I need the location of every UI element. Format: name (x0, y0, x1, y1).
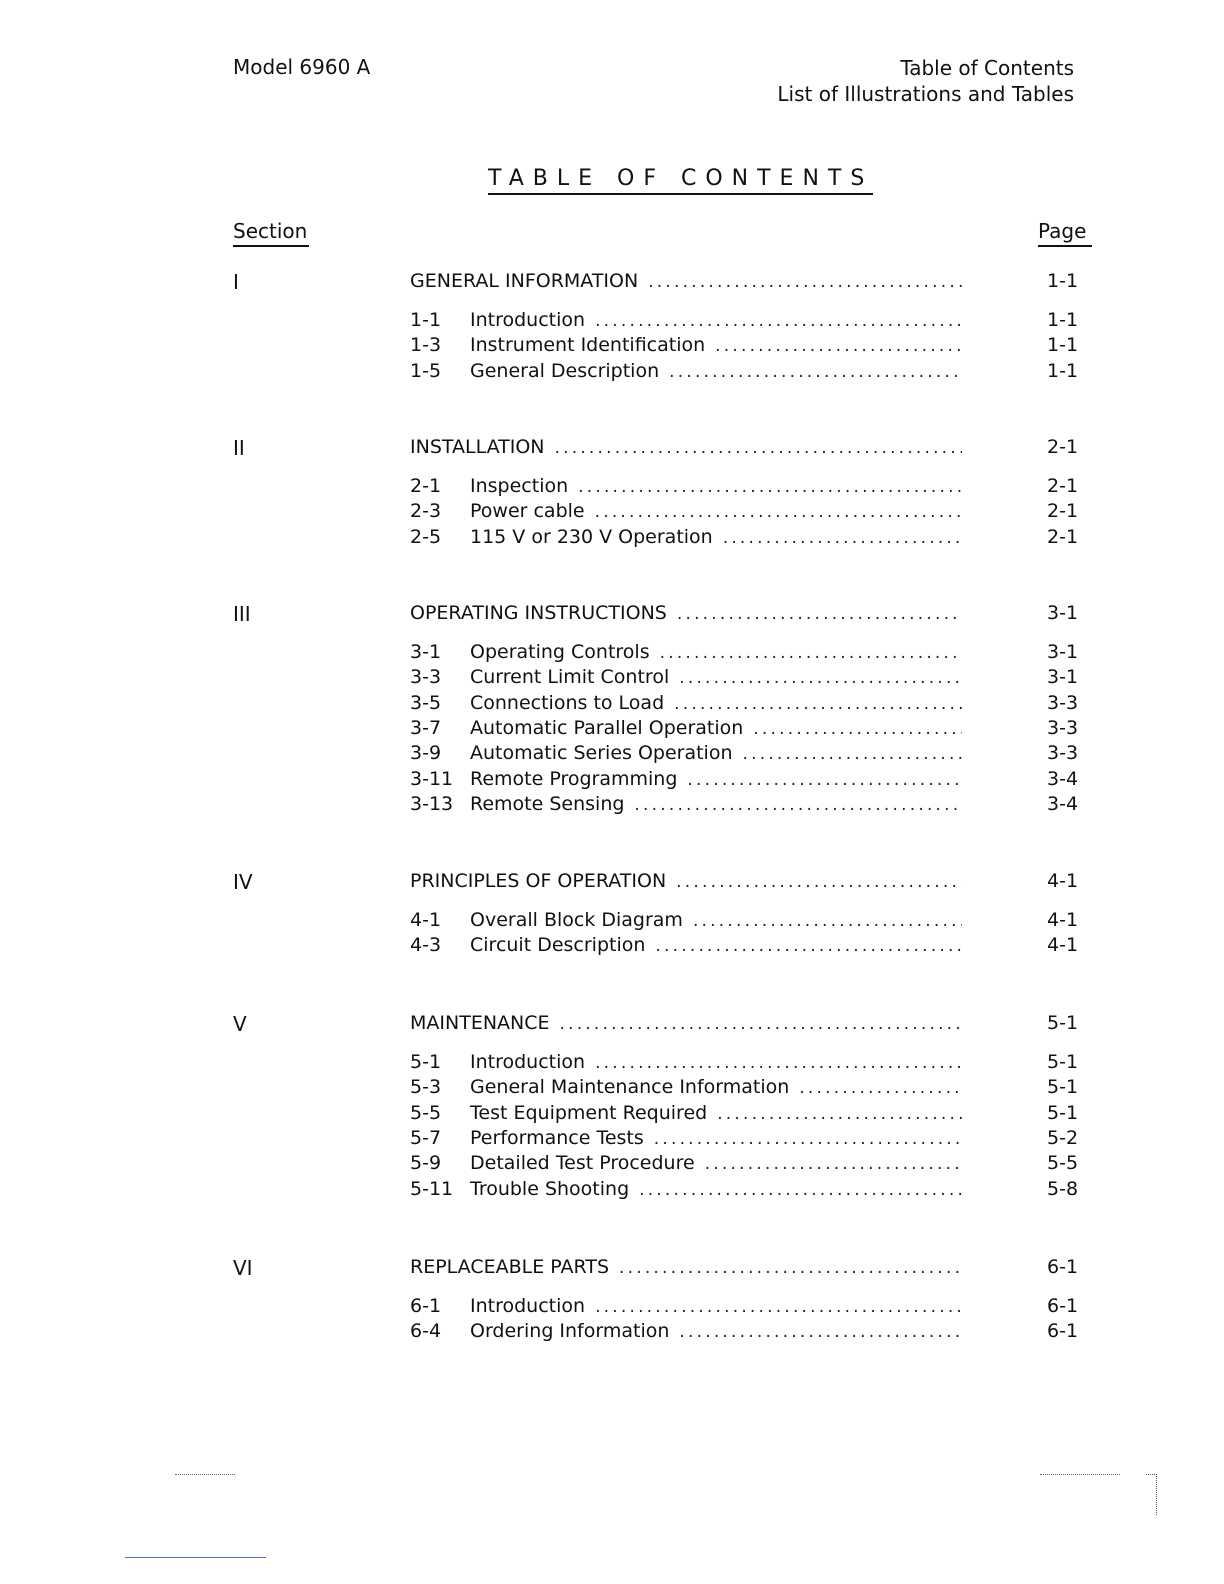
entry-number: 4-3 (410, 934, 442, 957)
toc-entry (410, 1076, 962, 1102)
toc-entry (410, 666, 962, 692)
toc-entry (410, 1320, 962, 1346)
toc-entry (410, 768, 962, 794)
toc-entry (410, 1295, 962, 1321)
entry-number: 5-11 (410, 1177, 454, 1200)
section-title: MAINTENANCE (410, 1012, 550, 1034)
scan-artifact-line (1040, 1474, 1120, 1475)
entry-page-number: 3-1 (1047, 641, 1079, 663)
entry-title: Ordering Information (470, 1320, 670, 1343)
dot-leader (799, 1078, 962, 1098)
section-numeral: VI (233, 1256, 253, 1280)
entry-number: 5-3 (410, 1076, 442, 1099)
dot-leader (705, 1154, 962, 1174)
dot-leader (743, 744, 962, 764)
dot-leader (555, 438, 962, 458)
entry-number: 2-5 (410, 525, 442, 548)
section-numeral: II (233, 436, 245, 460)
toc-entry (410, 500, 962, 526)
entry-page-number: 3-3 (1047, 716, 1079, 739)
toc-entry (410, 1152, 962, 1178)
dot-leader (619, 1258, 962, 1278)
dot-leader (679, 1322, 962, 1342)
entry-number: 6-4 (410, 1320, 442, 1343)
entry-number: 6-1 (410, 1295, 442, 1317)
dot-leader (654, 1129, 962, 1149)
dot-leader (753, 719, 962, 739)
entry-page-number: 3-4 (1047, 767, 1079, 790)
dot-leader (634, 795, 962, 815)
entry-title: Remote Programming (470, 767, 678, 790)
toc-entry (410, 909, 962, 935)
running-header-line-2: List of Illustrations and Tables (777, 82, 1074, 106)
entry-number: 4-1 (410, 909, 442, 931)
entry-number: 5-9 (410, 1152, 442, 1175)
section-page-number: 4-1 (1047, 870, 1079, 892)
entry-number: 3-5 (410, 691, 442, 714)
dot-leader (679, 668, 962, 688)
dot-leader (648, 272, 962, 292)
entry-number: 1-1 (410, 309, 442, 331)
scan-corner-mark (1146, 1474, 1157, 1515)
entry-page-number: 3-4 (1047, 792, 1079, 815)
dot-leader (693, 911, 962, 931)
entry-page-number: 1-1 (1047, 309, 1079, 331)
section-title: REPLACEABLE PARTS (410, 1256, 610, 1278)
entry-title: General Maintenance Information (470, 1076, 790, 1099)
entry-page-number: 3-3 (1047, 742, 1079, 765)
dot-leader (655, 936, 962, 956)
entry-number: 3-1 (410, 641, 442, 663)
entry-number: 3-11 (410, 767, 454, 790)
section-heading-row (410, 870, 962, 896)
entry-page-number: 5-5 (1047, 1152, 1079, 1175)
toc-entry (410, 934, 962, 960)
entry-title: Instrument Identification (470, 334, 706, 357)
entry-title: Introduction (470, 1295, 586, 1317)
entry-title: Power cable (470, 500, 585, 523)
section-page-number: 2-1 (1047, 436, 1079, 458)
entry-page-number: 3-3 (1047, 691, 1079, 714)
section-numeral: I (233, 270, 239, 294)
page-column-header: Page (1038, 219, 1092, 247)
entry-title: Circuit Description (470, 934, 646, 957)
dot-leader (723, 528, 962, 548)
running-header (777, 55, 1074, 107)
section-page-number: 3-1 (1047, 602, 1079, 624)
entry-page-number: 4-1 (1047, 909, 1079, 931)
toc-entry (410, 526, 962, 552)
toc-entry (410, 641, 962, 667)
blue-rule (125, 1557, 266, 1558)
entry-number: 3-9 (410, 742, 442, 765)
section-numeral: III (233, 602, 251, 626)
dot-leader (687, 770, 962, 790)
entry-title: Test Equipment Required (470, 1101, 708, 1124)
dot-leader (578, 477, 962, 497)
entry-title: Inspection (470, 475, 569, 497)
entry-number: 3-7 (410, 716, 442, 739)
entry-page-number: 6-1 (1047, 1295, 1079, 1317)
section-numeral: IV (233, 870, 253, 894)
toc-entry (410, 717, 962, 743)
section-page-number: 1-1 (1047, 270, 1079, 292)
dot-leader (595, 311, 962, 331)
entry-page-number: 3-1 (1047, 666, 1079, 689)
dot-leader (595, 1297, 962, 1317)
section-heading-row (410, 1012, 962, 1038)
entry-title: Detailed Test Procedure (470, 1152, 695, 1175)
dot-leader (669, 362, 962, 382)
scan-artifact-line (175, 1474, 235, 1475)
entry-page-number: 5-2 (1047, 1126, 1079, 1149)
entry-title: Remote Sensing (470, 792, 625, 815)
entry-page-number: 2-1 (1047, 475, 1079, 497)
toc-entry (410, 1102, 962, 1128)
toc-entry (410, 1127, 962, 1153)
toc-entry (410, 475, 962, 501)
entry-number: 5-7 (410, 1126, 442, 1149)
toc-entry (410, 692, 962, 718)
dot-leader (676, 872, 962, 892)
toc-entry (410, 360, 962, 386)
section-heading-row (410, 1256, 962, 1282)
entry-title: Overall Block Diagram (470, 909, 683, 931)
entry-number: 1-3 (410, 334, 442, 357)
dot-leader (560, 1014, 962, 1034)
running-header-line-1: Table of Contents (900, 56, 1074, 80)
section-page-number: 6-1 (1047, 1256, 1079, 1278)
section-page-number: 5-1 (1047, 1012, 1079, 1034)
section-numeral: V (233, 1012, 247, 1036)
toc-entry (410, 309, 962, 335)
entry-title: 115 V or 230 V Operation (470, 525, 713, 548)
section-heading-row (410, 270, 962, 296)
entry-page-number: 4-1 (1047, 934, 1079, 957)
entry-page-number: 5-1 (1047, 1076, 1079, 1099)
entry-page-number: 2-1 (1047, 500, 1079, 523)
entry-page-number: 6-1 (1047, 1320, 1079, 1343)
dot-leader (595, 1053, 962, 1073)
entry-page-number: 5-1 (1047, 1051, 1079, 1073)
entry-title: Introduction (470, 1051, 586, 1073)
entry-number: 3-3 (410, 666, 442, 689)
toc-entry (410, 742, 962, 768)
entry-page-number: 1-1 (1047, 359, 1079, 382)
section-title: INSTALLATION (410, 436, 545, 458)
entry-number: 5-5 (410, 1101, 442, 1124)
entry-title: Connections to Load (470, 691, 665, 714)
entry-title: Trouble Shooting (470, 1177, 630, 1200)
entry-title: General Description (470, 359, 660, 382)
section-column-header: Section (233, 219, 309, 247)
entry-page-number: 2-1 (1047, 525, 1079, 548)
toc-entry (410, 1178, 962, 1204)
entry-number: 2-1 (410, 475, 442, 497)
section-heading-row (410, 602, 962, 628)
section-title: GENERAL INFORMATION (410, 270, 639, 292)
dot-leader (715, 336, 962, 356)
section-title: OPERATING INSTRUCTIONS (410, 602, 667, 624)
entry-page-number: 5-8 (1047, 1177, 1079, 1200)
entry-number: 1-5 (410, 359, 442, 382)
dot-leader (717, 1104, 962, 1124)
section-heading-row (410, 436, 962, 462)
entry-title: Performance Tests (470, 1126, 644, 1149)
dot-leader (660, 643, 962, 663)
entry-title: Current Limit Control (470, 666, 670, 689)
entry-page-number: 1-1 (1047, 334, 1079, 357)
entry-page-number: 5-1 (1047, 1101, 1079, 1124)
toc-entry (410, 334, 962, 360)
entry-title: Operating Controls (470, 641, 650, 663)
dot-leader (677, 604, 962, 624)
model-label: Model 6960 A (233, 55, 371, 79)
entry-number: 5-1 (410, 1051, 442, 1073)
entry-title: Automatic Series Operation (470, 742, 733, 765)
dot-leader (595, 502, 962, 522)
toc-entry (410, 1051, 962, 1077)
entry-number: 2-3 (410, 500, 442, 523)
toc-entry (410, 793, 962, 819)
section-title: PRINCIPLES OF OPERATION (410, 870, 667, 892)
dot-leader (674, 694, 962, 714)
page-title: TABLE OF CONTENTS (488, 166, 873, 195)
dot-leader (639, 1180, 962, 1200)
entry-number: 3-13 (410, 792, 454, 815)
entry-title: Automatic Parallel Operation (470, 716, 744, 739)
entry-title: Introduction (470, 309, 586, 331)
